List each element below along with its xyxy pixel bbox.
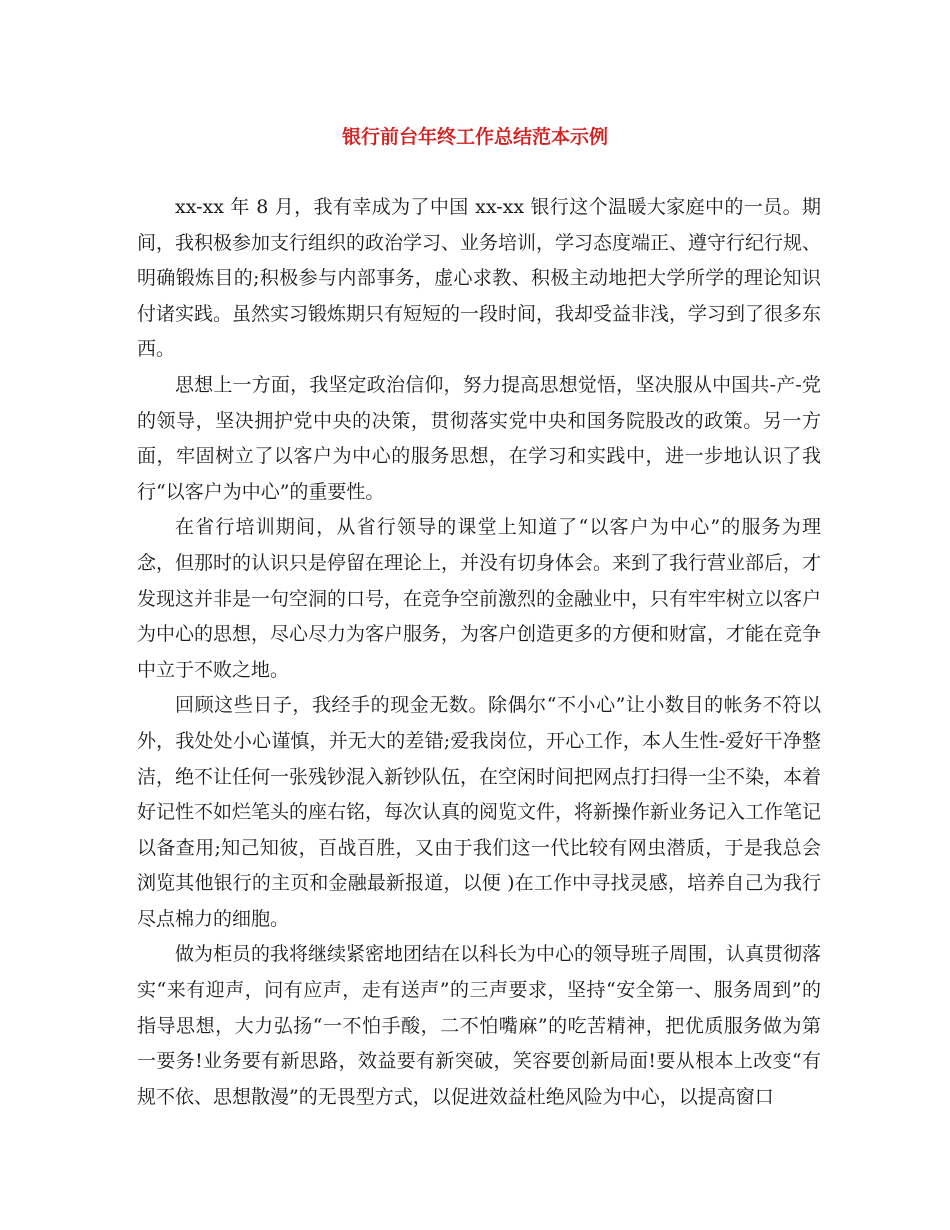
paragraph-4: 回顾这些日子，我经手的现金无数。除偶尔“不小心”让小数目的帐务不符以外，我处处小心谨慎，并无大的差错;爱我岗位，开心工作，本人生性-爱好干净整洁，绝不让任何一张残钞混入新钞队伍，在空闲时间把网点打扫得一尘不染，本着好记性不如烂笔头的座右铭，每次认真的阅览文件，将新操作新业务记入工作笔记以备查用;知己知彼，百战百胜，又由于我们这一代比较有网虫潜质，于是我总会浏览其他银行的主页和金融最新报道，以便 )在工作中寻找灵感，培养自己为我行尽点棉力的细胞。	[137, 694, 822, 930]
paragraph-2: 思想上一方面，我坚定政治信仰，努力提高思想觉悟，坚决服从中国共-产-党的领导，坚决拥护党中央的决策，贯彻落实党中央和国务院股改的政策。另一方面，牢固树立了以客户为中心的服务思想，在学习和实践中，进一步地认识了我行“以客户为中心”的重要性。	[137, 373, 821, 503]
document-title: 银行前台年终工作总结范本示例	[341, 126, 608, 148]
paragraph-1: xx-xx 年 8 月，我有幸成为了中国 xx-xx 银行这个温暖大家庭中的一员。期间，我积极参加支行组织的政治学习、业务培训，学习态度端正、遵守行纪行规、明确锻炼目的;积极参与内部事务，虚心求教、积极主动地把大学所学的理论知识付诸实践。虽然实习锻炼期只有短短的一段时间，我却受益非浅，学习到了很多东西。	[137, 196, 822, 361]
paragraph-3: 在省行培训期间，从省行领导的课堂上知道了“以客户为中心”的服务为理念，但那时的认识只是停留在理论上，并没有切身体会。来到了我行营业部后，才发现这并非是一句空洞的口号，在竞争空前激烈的金融业中，只有牢牢树立以客户为中心的思想，尽心尽力为客户服务，为客户创造更多的方便和财富，才能在竞争中立于不败之地。	[137, 516, 822, 681]
paragraph-5: 做为柜员的我将继续紧密地团结在以科长为中心的领导班子周围，认真贯彻落实“来有迎声，问有应声，走有送声”的三声要求，坚持“安全第一、服务周到”的指导思想，大力弘扬“一不怕手酸，二不怕嘴麻”的吃苦精神，把优质服务做为第一要务!业务要有新思路，效益要有新突破，笑容要创新局面!要从根本上改变“有规不依、思想散漫”的无畏型方式，以促进效益杜绝风险为中心，以提高窗口	[137, 943, 822, 1108]
document-body	[137, 190, 821, 1115]
